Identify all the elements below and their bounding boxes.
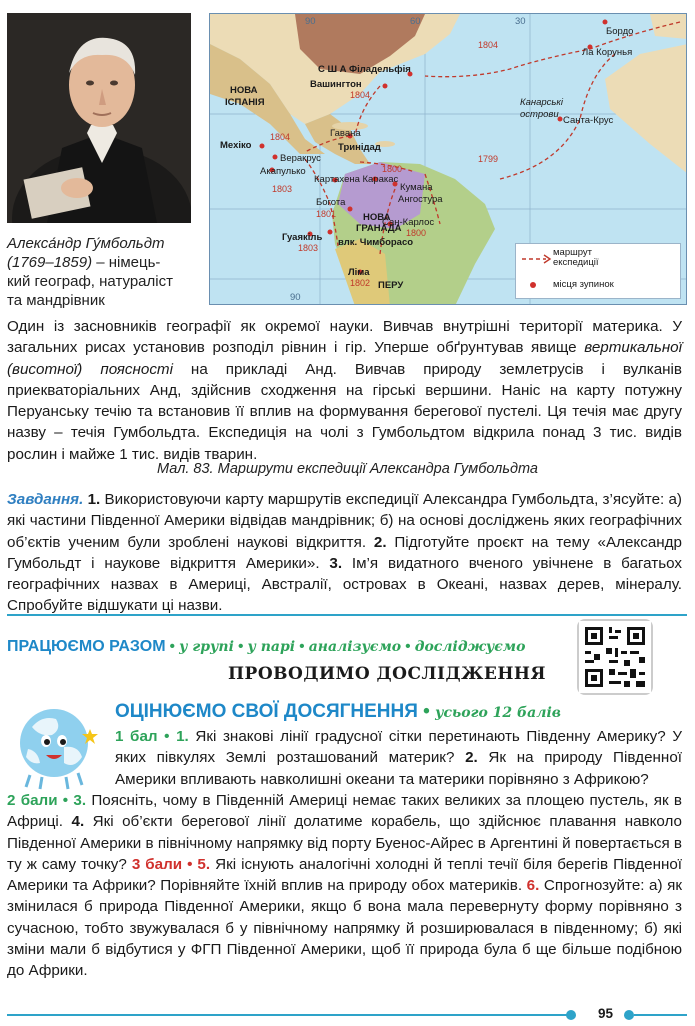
evaluation-header bbox=[115, 701, 561, 723]
paragraph-part-3: на прикладі Анд. Вивчав природу землетрусів і вулканів приекваторіальних Анд, здійснив сходження на гірські вершини. Наніс на карту потужну Перуанську течію та встановив її вплив на формування берегової пустелі. Ця течія має другу назву – течія Гумбольдта. Експедиція на чолі з Гумбольдтом відкрила понад 3 тис. видів рослин і майже 1 тис. видів тварин. bbox=[7, 360, 682, 463]
map-label-trinidad: Тринідад bbox=[338, 142, 381, 153]
legend-route-label: маршрут експедиції bbox=[553, 247, 599, 268]
map-year-1803-b: 1803 bbox=[298, 243, 319, 253]
paragraph-term-vertical-zonation: вертикальної (висотної) поясності bbox=[7, 339, 682, 378]
task-text-2: Підготуйте проєкт на тему «Александр Гумбольдт і наукове відкриття Америки». bbox=[7, 533, 682, 572]
map-label-la-korunya: Ла Корунья bbox=[582, 47, 633, 58]
map-label-washington: Вашингтон bbox=[310, 79, 362, 90]
map-legend bbox=[515, 243, 681, 299]
portrait-desc-3: та мандрівник bbox=[7, 292, 105, 309]
eval-q6: Спрогнозуйте: а) як змінилася б природа Південної Америки, якщо б вона мала перевернуту форму порівняно з сучасною, тобто звужувалася б у північному напрямку й розширювалася в південному; б) які зміни мали б відбутися у ФГП Південної Америки, щоб її природа була б ще більше подібною до Африки. bbox=[7, 877, 682, 980]
footer-dot-right bbox=[624, 1010, 634, 1020]
map-label-new-granada-2: ГРАНАДА bbox=[356, 223, 402, 234]
evaluation-questions-top bbox=[115, 726, 682, 790]
map-label-mexico: Мехіко bbox=[220, 140, 252, 151]
page-number: 95 bbox=[598, 1006, 614, 1021]
map-label-havana: Гавана bbox=[330, 128, 361, 139]
map-year-1802: 1802 bbox=[350, 278, 371, 288]
work-together-title: ПРАЦЮЄМО РАЗОМ bbox=[7, 638, 166, 655]
eval-q4: Які об’єкти берегової лінії долатиме корабель, що здійснює плавання навколо Південної Америки в північному напрямку від порту Буенос-Айрес в Аргентині й повертається в ту ж саму точку? bbox=[7, 813, 682, 873]
map-label-peru: ПЕРУ bbox=[378, 280, 404, 291]
figure-caption: Мал. 83. Маршрути експедиції Александра Гумбольдта bbox=[157, 461, 538, 477]
map-label-acapulco: Акапулько bbox=[260, 166, 306, 177]
task-label: Завдання. bbox=[7, 491, 84, 508]
map-label-santa-cruz: Санта-Крус bbox=[563, 115, 614, 126]
research-title: ПРОВОДИМО ДОСЛІДЖЕННЯ bbox=[228, 664, 546, 684]
legend-stop-dot bbox=[530, 282, 536, 288]
map-meridian-60-top: 60 bbox=[410, 16, 421, 27]
portrait-name: Алекса́ндр Гу́мбольдт bbox=[7, 235, 165, 252]
map-label-san-carlos: Сан-Карлос bbox=[382, 217, 435, 228]
humboldt-paragraph bbox=[7, 316, 682, 465]
map-label-canary-1: Канарські bbox=[520, 97, 564, 108]
eval-q2: Як на природу Південної Америки впливають навколишні океани та материки порівняно з Африкою? bbox=[115, 749, 682, 788]
task-text-1: Використовуючи карту маршрутів експедиції Александра Гумбольдта, з’ясуйте: а) які частини Південної Америки відвідав мандрівник; б) на основі досліджень яких географічних об’єктів ученим були зроблені наукові відкриття. bbox=[7, 491, 682, 551]
evaluation-dot: • bbox=[417, 701, 436, 722]
map-year-1799: 1799 bbox=[478, 154, 499, 164]
map-year-1804-c: 1804 bbox=[270, 132, 291, 142]
section-divider bbox=[7, 614, 687, 616]
work-dot-3: • bbox=[295, 638, 309, 655]
eval-level-1: 1 бал • 1. bbox=[115, 728, 189, 745]
work-mode-group: у групі bbox=[179, 639, 234, 655]
eval-num-2: 2. bbox=[465, 749, 478, 767]
map-label-philadelphia: Філадельфія bbox=[349, 64, 411, 75]
portrait-illustration bbox=[7, 13, 191, 223]
qr-code-icon bbox=[579, 621, 651, 693]
humboldt-portrait bbox=[7, 13, 191, 223]
map-label-chimborazo: влк. Чимборасо bbox=[338, 237, 414, 248]
map-label-bogota: Богота bbox=[316, 197, 346, 208]
portrait-dates: (1769–1859) bbox=[7, 254, 93, 271]
map-year-1804-b: 1804 bbox=[350, 90, 371, 100]
work-mode-analyze: аналізуємо bbox=[308, 639, 402, 655]
eval-q5: Які існують аналогічні холодні й теплі течії біля берегів Південної Америки та Африки? Порівняйте їхній вплив на природу обох материків. bbox=[7, 855, 683, 895]
work-mode-pair: у парі bbox=[247, 639, 296, 655]
task-num-3: 3. bbox=[329, 554, 343, 572]
map-meridian-90-top: 90 bbox=[305, 16, 316, 27]
work-dot-4: • bbox=[401, 638, 415, 655]
map-label-canary-2: острови bbox=[520, 109, 559, 120]
map-label-lima: Ліма bbox=[348, 267, 370, 278]
map-label-cartagena-caracas: Картахена Каракас bbox=[314, 174, 399, 185]
evaluation-title: ОЦІНЮЄМО СВОЇ ДОСЯГНЕННЯ bbox=[115, 701, 418, 722]
footer-line bbox=[7, 1014, 567, 1016]
map-label-usa: С Ш А bbox=[318, 64, 347, 75]
work-dot-1: • bbox=[165, 638, 180, 655]
map-meridian-90-left: 90 bbox=[290, 292, 301, 303]
eval-level-3: 3 бали • 5. bbox=[131, 855, 211, 873]
portrait-desc-2: кий географ, натураліст bbox=[7, 273, 173, 290]
task-block bbox=[7, 489, 682, 617]
eval-level-2: 2 бали • 3. bbox=[7, 792, 87, 809]
footer-dot-left bbox=[566, 1010, 576, 1020]
work-together-header bbox=[7, 637, 525, 657]
globe-mascot-icon bbox=[10, 701, 102, 793]
task-num-1: 1. bbox=[87, 491, 101, 508]
eval-q1: Які знакові лінії градусної сітки перетинають Південну Америку? У яких півкулях Землі розташований материк? bbox=[115, 728, 682, 767]
legend-stops-label: місця зупинок bbox=[553, 279, 614, 290]
eval-q3: Поясніть, чому в Південній Америці немає таких великих за площею пустель, як в Африці. bbox=[7, 792, 682, 831]
work-dot-2: • bbox=[233, 638, 248, 655]
portrait-caption bbox=[7, 234, 202, 310]
evaluation-subtitle: усього 12 балів bbox=[435, 705, 561, 721]
task-num-2: 2. bbox=[373, 533, 387, 551]
map-label-guayaquil: Гуаякіль bbox=[282, 232, 323, 243]
map-year-1800-b: 1800 bbox=[406, 228, 427, 238]
map-label-kumana: Кумана bbox=[400, 182, 433, 193]
map-label-angostura: Ангостура bbox=[398, 194, 443, 205]
map-year-1801: 1801 bbox=[316, 209, 337, 219]
map-label-veracruz: Веракрус bbox=[280, 153, 321, 164]
map-label-new-spain-1: НОВА bbox=[230, 85, 258, 96]
map-year-1803-a: 1803 bbox=[272, 184, 293, 194]
eval-num-6: 6. bbox=[526, 877, 540, 895]
map-label-new-spain-2: ІСПАНІЯ bbox=[225, 97, 265, 108]
map-year-1804-a: 1804 bbox=[478, 40, 499, 50]
map-label-bordo: Бордо bbox=[606, 26, 634, 37]
map-meridian-30-top: 30 bbox=[515, 16, 526, 27]
footer-line-right bbox=[634, 1014, 687, 1016]
qr-code[interactable] bbox=[577, 619, 653, 695]
legend-route-sample bbox=[522, 253, 552, 265]
paragraph-part-1: Один із засновників географії як окремої науки. Вивчав внутрішні території материка. У загальних рисах установив розподіл рівнин і гір. Уперше обґрунтував явище bbox=[7, 318, 682, 357]
evaluation-questions-rest bbox=[7, 790, 682, 982]
eval-num-4: 4. bbox=[71, 813, 85, 831]
task-text-3: Ім’я видатного вченого увічнене в багатьох географічних назвах в Америці, Австралії, островах в Океані, назвах дерев, мінералу. Спробуйте відшукати ці назви. bbox=[7, 554, 682, 615]
portrait-desc-1: – німець- bbox=[92, 254, 161, 271]
map-year-1800-a: 1800 bbox=[382, 164, 403, 174]
work-mode-research: досліджуємо bbox=[414, 639, 526, 655]
globe-mascot bbox=[10, 701, 102, 793]
map-label-new-granada-1: НОВА bbox=[363, 212, 391, 223]
